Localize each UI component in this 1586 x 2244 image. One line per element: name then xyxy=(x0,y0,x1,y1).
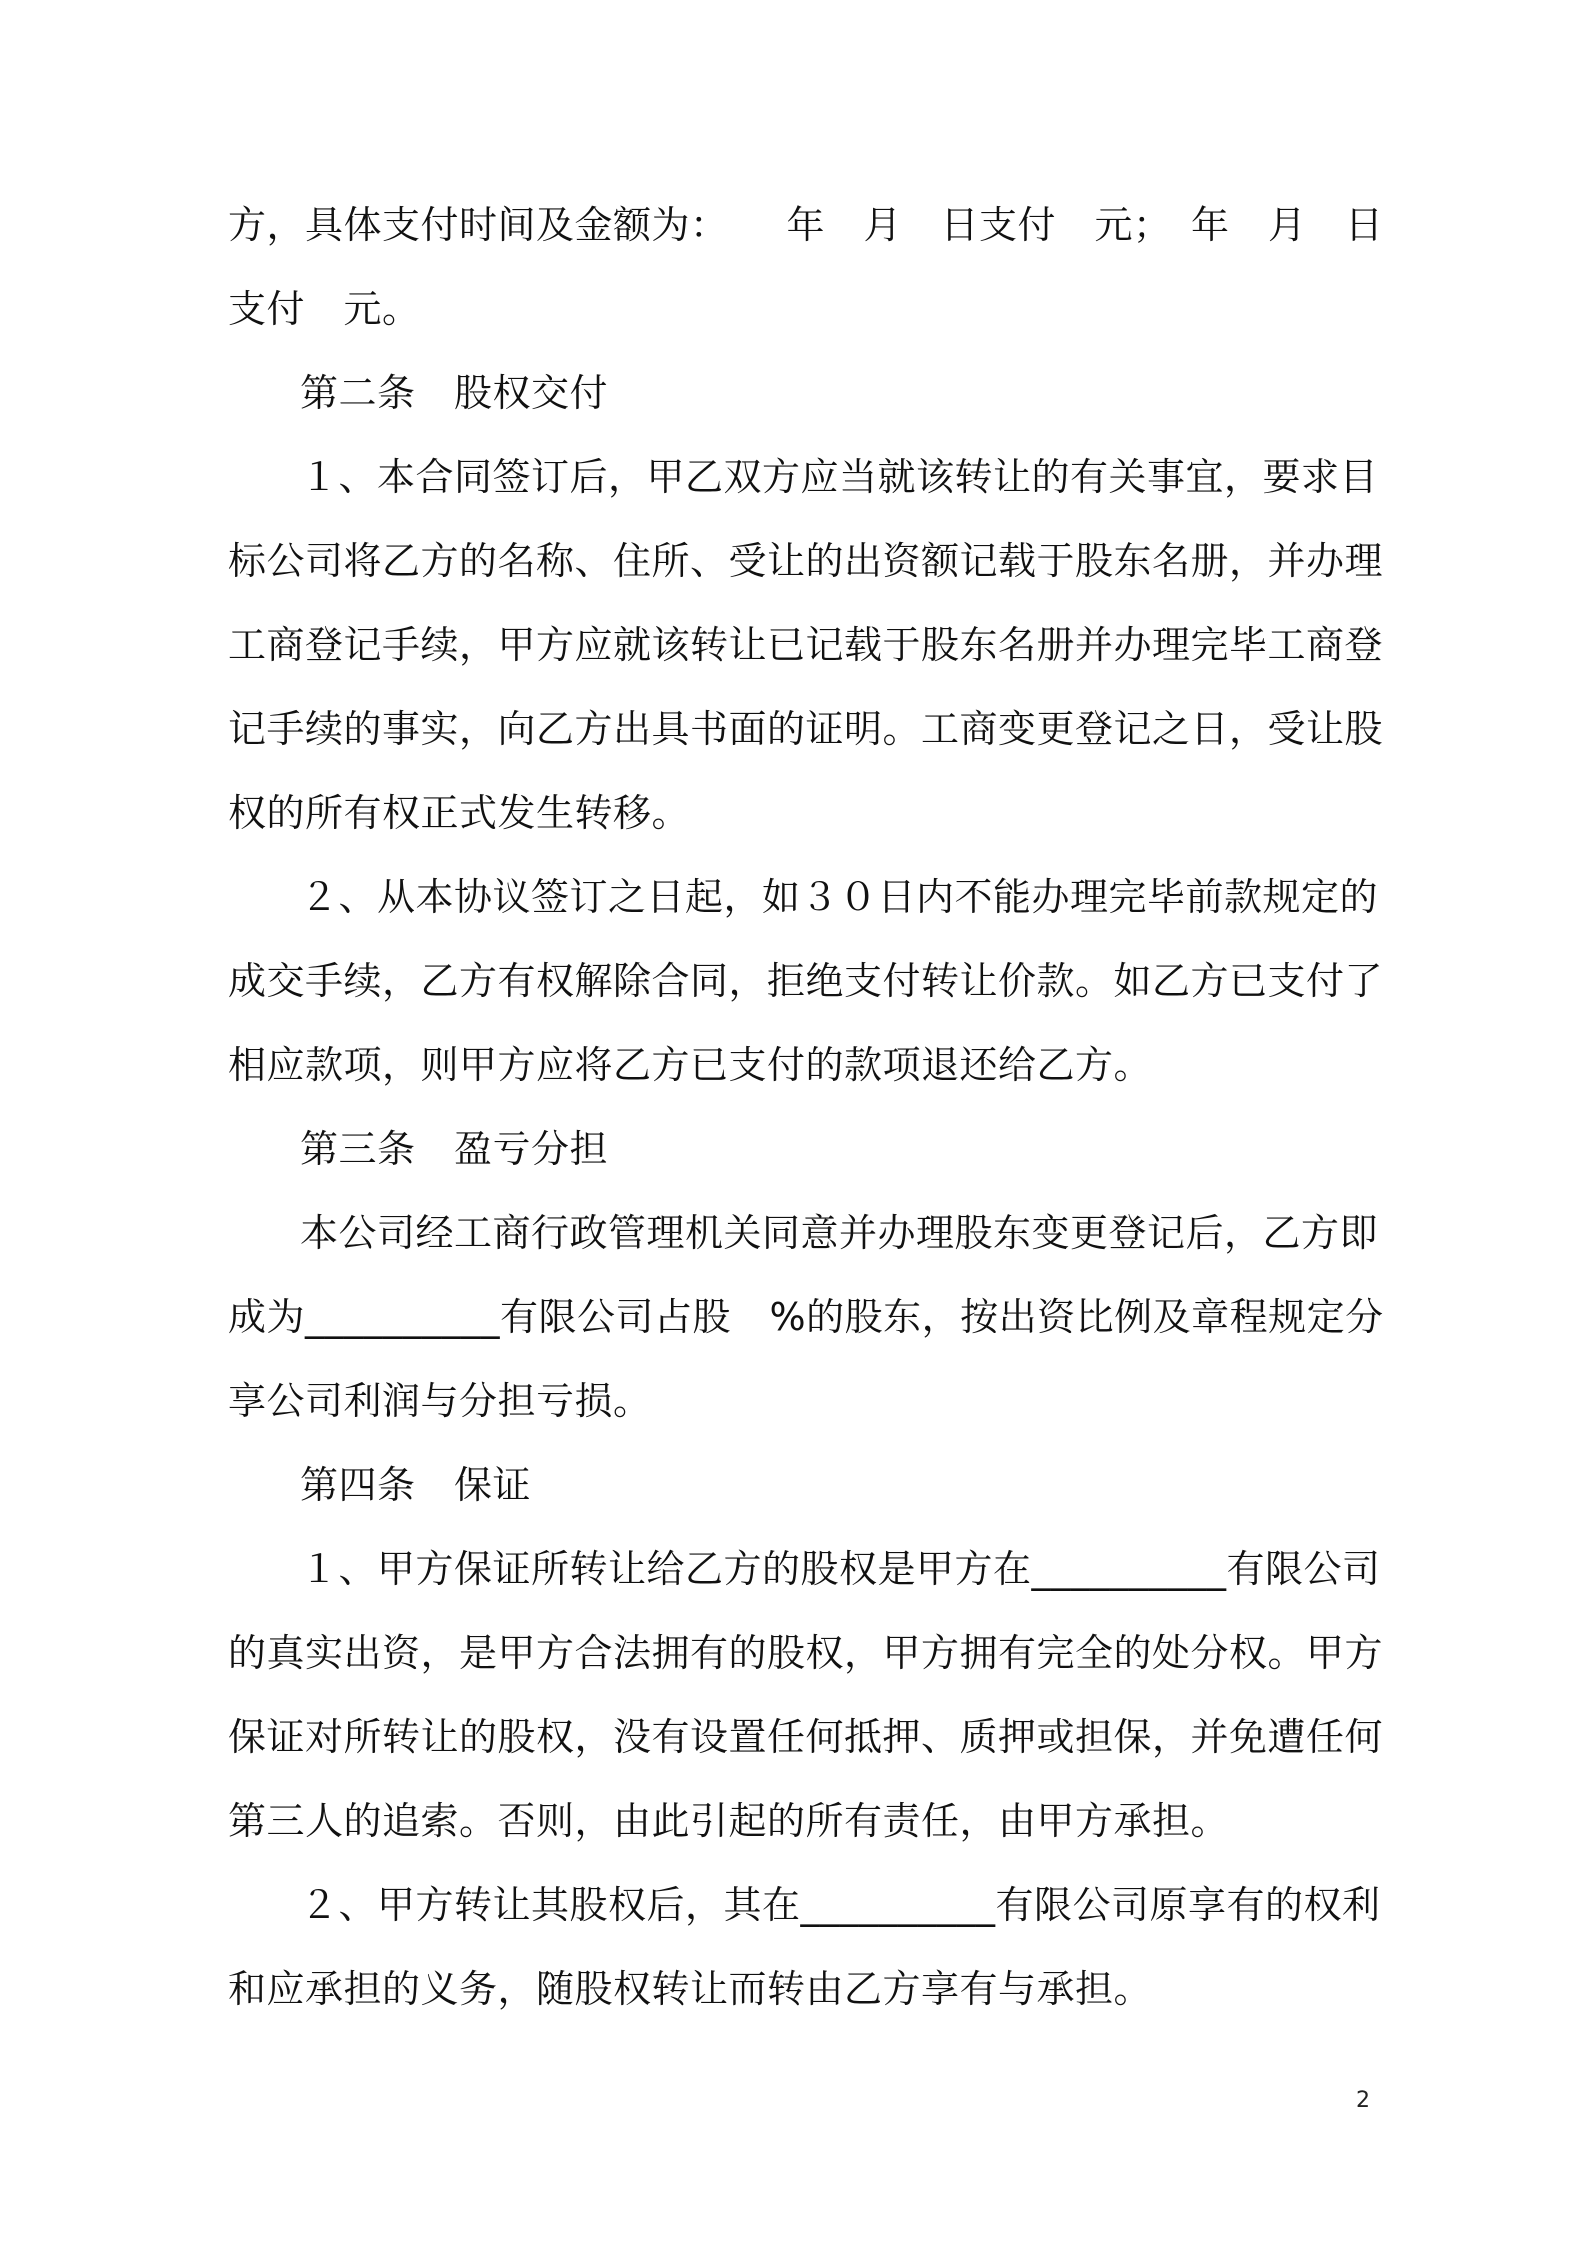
text-line: 工商登记手续，甲方应就该转让已记载于股东名册并办理完毕工商登 xyxy=(228,623,1384,667)
text-line: 支付 元。 xyxy=(228,287,421,331)
text-line: １、甲方保证所转让给乙方的股权是甲方在__________有限公司 xyxy=(300,1547,1381,1591)
text-line: 保证对所转让的股权，没有设置任何抵押、质押或担保，并免遭任何 xyxy=(228,1715,1384,1759)
text-line: 记手续的事实，向乙方出具书面的证明。工商变更登记之日，受让股 xyxy=(228,707,1384,751)
section-heading: 第三条 盈亏分担 xyxy=(300,1127,609,1171)
section-heading: 第四条 保证 xyxy=(300,1463,532,1507)
text-line: 和应承担的义务，随股权转让而转由乙方享有与承担。 xyxy=(228,1967,1153,2011)
text-line: 第三人的追索。否则，由此引起的所有责任，由甲方承担。 xyxy=(228,1799,1230,1843)
text-line: 权的所有权正式发生转移。 xyxy=(228,791,691,835)
text-line: 享公司利润与分担亏损。 xyxy=(228,1379,652,1423)
text-line: １、本合同签订后，甲乙双方应当就该转让的有关事宜，要求目 xyxy=(300,455,1379,499)
text-line: 成为__________有限公司占股 %的股东，按出资比例及章程规定分 xyxy=(228,1295,1384,1339)
section-heading: 第二条 股权交付 xyxy=(300,371,609,415)
text-line: 的真实出资，是甲方合法拥有的股权，甲方拥有完全的处分权。甲方 xyxy=(228,1631,1384,1675)
text-line: 本公司经工商行政管理机关同意并办理股东变更登记后，乙方即 xyxy=(300,1211,1379,1255)
text-line: ２、甲方转让其股权后，其在__________有限公司原享有的权利 xyxy=(300,1883,1381,1927)
text-line: 成交手续，乙方有权解除合同，拒绝支付转让价款。如乙方已支付了 xyxy=(228,959,1384,1003)
text-line: 方，具体支付时间及金额为： 年 月 日支付 元； 年 月 日 xyxy=(228,203,1384,247)
text-line: ２、从本协议签订之日起，如３０日内不能办理完毕前款规定的 xyxy=(300,875,1379,919)
page-number: 2 xyxy=(1356,2088,1370,2113)
text-line: 相应款项，则甲方应将乙方已支付的款项退还给乙方。 xyxy=(228,1043,1153,1087)
text-line: 标公司将乙方的名称、住所、受让的出资额记载于股东名册，并办理 xyxy=(228,539,1384,583)
